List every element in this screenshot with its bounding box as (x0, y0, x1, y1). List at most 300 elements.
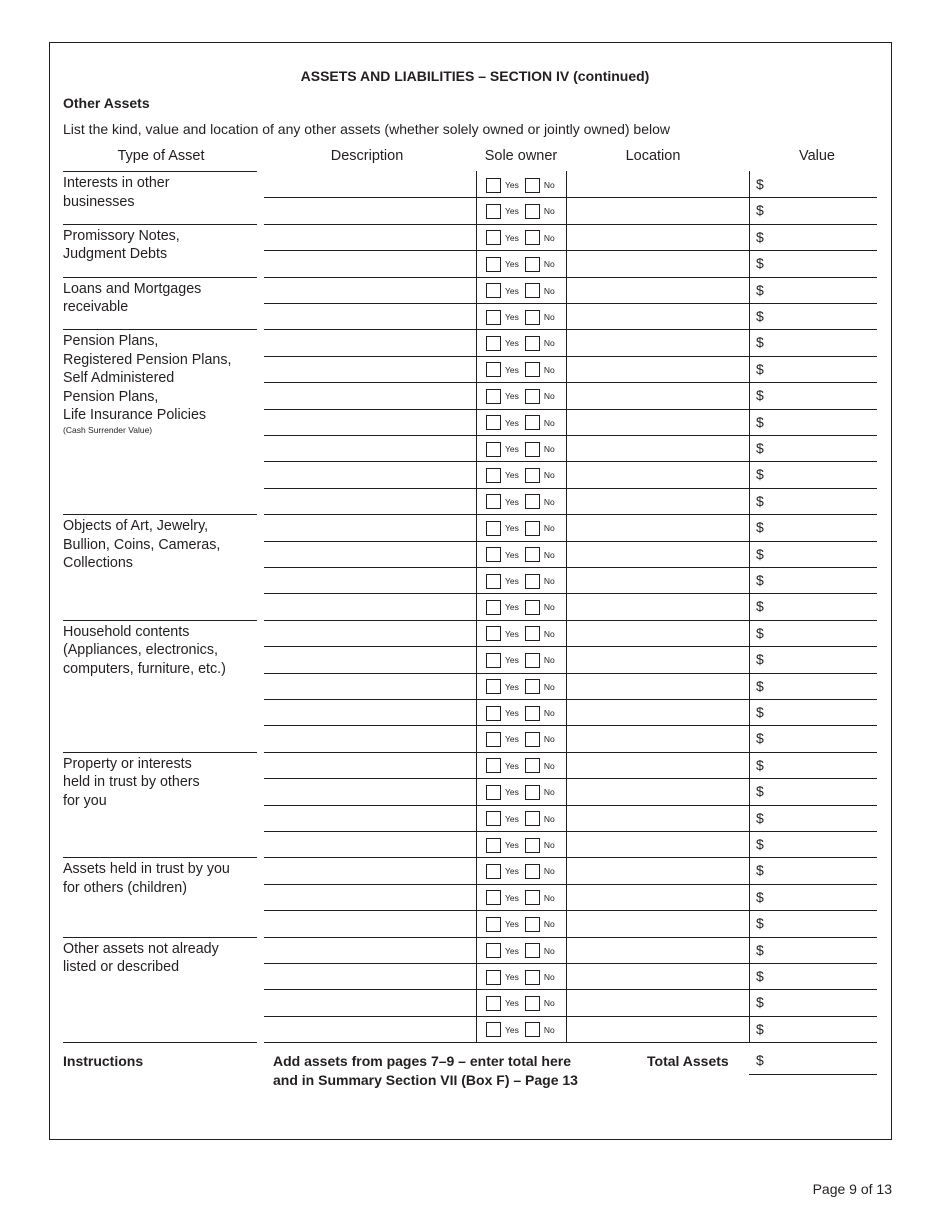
value-field[interactable] (749, 673, 877, 674)
no-label: No (543, 470, 555, 481)
asset-type-label (63, 755, 257, 811)
currency-symbol: $ (756, 941, 764, 958)
no-checkbox[interactable] (525, 574, 540, 589)
sole-owner-checkboxes (486, 652, 561, 668)
value-field[interactable] (749, 303, 877, 304)
value-field[interactable] (749, 805, 877, 806)
yes-checkbox[interactable] (486, 283, 501, 298)
sole-owner-checkboxes (486, 388, 561, 404)
asset-type-line: Other assets not already (63, 940, 219, 957)
value-field[interactable] (749, 1042, 877, 1043)
no-checkbox[interactable] (525, 257, 540, 272)
asset-type-label (63, 623, 257, 679)
no-label: No (543, 206, 555, 217)
no-label: No (543, 1024, 555, 1035)
value-field[interactable] (749, 831, 877, 832)
no-label: No (543, 734, 555, 745)
sole-owner-checkboxes (486, 547, 561, 563)
value-field[interactable] (749, 435, 877, 436)
currency-symbol: $ (756, 730, 764, 747)
description-location-field[interactable] (264, 277, 749, 278)
no-checkbox[interactable] (525, 706, 540, 721)
no-checkbox[interactable] (525, 204, 540, 219)
currency-symbol: $ (756, 836, 764, 852)
asset-type-line: Household contents (63, 623, 190, 640)
no-checkbox[interactable] (525, 943, 540, 958)
no-checkbox[interactable] (525, 442, 540, 457)
value-field[interactable] (749, 857, 877, 858)
yes-label: Yes (505, 523, 519, 534)
no-checkbox[interactable] (525, 917, 540, 932)
currency-symbol: $ (756, 888, 764, 905)
no-checkbox[interactable] (525, 996, 540, 1011)
value-field[interactable] (749, 963, 877, 964)
currency-symbol: $ (756, 440, 764, 456)
no-checkbox[interactable] (525, 468, 540, 483)
asset-type-line: Life Insurance Policies (63, 407, 207, 424)
value-field[interactable] (749, 382, 877, 383)
description-location-field[interactable] (264, 963, 749, 964)
sole-owner-left-border (476, 171, 477, 1042)
sole-owner-checkboxes (486, 626, 561, 642)
no-checkbox[interactable] (525, 970, 540, 985)
yes-label: Yes (505, 1024, 519, 1035)
yes-label: Yes (505, 206, 519, 217)
no-label: No (543, 840, 555, 850)
currency-symbol: $ (756, 202, 764, 219)
yes-checkbox[interactable] (486, 626, 501, 641)
description-location-field[interactable] (264, 409, 749, 410)
currency-symbol: $ (756, 281, 764, 298)
description-location-field[interactable] (264, 910, 749, 911)
no-checkbox[interactable] (525, 336, 540, 351)
description-location-field[interactable] (264, 1042, 749, 1043)
description-location-field[interactable] (264, 514, 749, 515)
no-checkbox[interactable] (525, 521, 540, 536)
yes-checkbox[interactable] (486, 600, 501, 615)
no-checkbox[interactable] (525, 732, 540, 747)
yes-label: Yes (505, 549, 519, 560)
no-checkbox[interactable] (525, 415, 540, 430)
asset-type-line: businesses (63, 193, 135, 210)
no-label: No (543, 391, 555, 402)
asset-type-label (63, 332, 257, 436)
asset-type-line: Registered Pension Plans, (63, 351, 232, 368)
yes-checkbox[interactable] (486, 257, 501, 272)
yes-checkbox[interactable] (486, 574, 501, 589)
no-checkbox[interactable] (525, 785, 540, 800)
sole-owner-checkboxes (486, 494, 561, 510)
sole-owner-checkboxes (486, 758, 561, 774)
currency-symbol: $ (756, 1020, 764, 1037)
yes-label: Yes (505, 312, 519, 322)
description-location-field[interactable] (264, 646, 749, 647)
yes-label: Yes (505, 232, 519, 243)
yes-checkbox[interactable] (486, 653, 501, 668)
description-location-field[interactable] (264, 937, 749, 938)
yes-label: Yes (505, 470, 519, 481)
no-label: No (543, 681, 555, 692)
description-location-field[interactable] (264, 884, 749, 885)
value-field[interactable] (749, 1016, 877, 1017)
value-field[interactable] (749, 488, 877, 489)
header-location: Location (625, 148, 681, 164)
no-checkbox[interactable] (525, 811, 540, 826)
value-field[interactable] (749, 461, 877, 462)
description-location-field[interactable] (264, 620, 749, 621)
no-checkbox[interactable] (525, 178, 540, 193)
no-label: No (543, 760, 555, 771)
header-type-of-asset: Type of Asset (117, 148, 205, 164)
value-field[interactable] (749, 620, 877, 621)
description-location-field[interactable] (264, 699, 749, 700)
asset-type-label (63, 940, 257, 977)
currency-symbol: $ (756, 862, 764, 879)
asset-type-line: Promissory Notes, (63, 227, 180, 244)
sole-owner-checkboxes (486, 203, 561, 219)
no-label: No (543, 549, 555, 560)
no-checkbox[interactable] (525, 494, 540, 509)
currency-symbol: $ (756, 572, 764, 588)
currency-symbol: $ (756, 809, 764, 826)
asset-type-divider (63, 329, 257, 330)
description-location-field[interactable] (264, 593, 749, 594)
sole-owner-checkboxes (486, 890, 561, 906)
description-location-field[interactable] (264, 224, 749, 225)
asset-type-label (63, 227, 257, 264)
yes-label: Yes (505, 180, 519, 190)
sole-owner-checkboxes (486, 283, 561, 299)
yes-checkbox[interactable] (486, 758, 501, 773)
description-location-field[interactable] (264, 303, 749, 304)
yes-checkbox[interactable] (486, 362, 501, 377)
asset-type-line: receivable (63, 299, 129, 316)
value-field[interactable] (749, 224, 877, 225)
no-checkbox[interactable] (525, 1022, 540, 1037)
no-checkbox[interactable] (525, 310, 540, 325)
sole-owner-checkboxes (486, 705, 561, 721)
no-checkbox[interactable] (525, 547, 540, 562)
header-sole-owner: Sole owner (484, 148, 558, 164)
sole-owner-checkboxes (486, 916, 561, 932)
no-label: No (543, 866, 555, 877)
currency-symbol: $ (756, 624, 764, 641)
no-checkbox[interactable] (525, 758, 540, 773)
instruction-line-2: and in Summary Section VII (Box F) – Page 13 (273, 1072, 578, 1088)
description-location-field[interactable] (264, 461, 749, 462)
type-header-underline (63, 171, 257, 172)
yes-checkbox[interactable] (486, 521, 501, 536)
value-field[interactable] (749, 646, 877, 647)
no-label: No (543, 259, 555, 270)
asset-type-line: Assets held in trust by you (63, 861, 230, 878)
sole-owner-checkboxes (486, 362, 561, 378)
value-field[interactable] (749, 910, 877, 911)
no-checkbox[interactable] (525, 653, 540, 668)
yes-checkbox[interactable] (486, 442, 501, 457)
yes-checkbox[interactable] (486, 864, 501, 879)
value-field[interactable] (749, 884, 877, 885)
yes-label: Yes (505, 628, 519, 639)
currency-symbol: $ (756, 360, 764, 377)
value-field[interactable] (749, 409, 877, 410)
currency-symbol: $ (756, 968, 764, 984)
yes-label: Yes (505, 576, 519, 586)
asset-type-label (63, 280, 257, 317)
yes-checkbox[interactable] (486, 811, 501, 826)
yes-label: Yes (505, 945, 519, 956)
value-field[interactable] (749, 699, 877, 700)
sole-owner-checkboxes (486, 520, 561, 536)
no-label: No (543, 496, 555, 507)
instruction-line-1: Add assets from pages 7–9 – enter total here (273, 1053, 571, 1069)
yes-checkbox[interactable] (486, 1022, 501, 1037)
asset-type-line: Loans and Mortgages (63, 280, 202, 297)
no-label: No (543, 523, 555, 534)
sole-owner-checkboxes (486, 415, 561, 431)
description-location-field[interactable] (264, 382, 749, 383)
yes-checkbox[interactable] (486, 732, 501, 747)
asset-type-line: for you (63, 792, 107, 809)
yes-checkbox[interactable] (486, 468, 501, 483)
value-field[interactable] (749, 329, 877, 330)
currency-symbol: $ (756, 651, 764, 668)
yes-checkbox[interactable] (486, 943, 501, 958)
section-title: ASSETS AND LIABILITIES – SECTION IV (continued) (300, 68, 650, 84)
no-checkbox[interactable] (525, 626, 540, 641)
currency-symbol: $ (756, 598, 764, 615)
yes-checkbox[interactable] (486, 890, 501, 905)
description-location-field[interactable] (264, 752, 749, 753)
yes-checkbox[interactable] (486, 415, 501, 430)
header-description: Description (330, 148, 404, 164)
sole-owner-checkboxes (486, 1022, 561, 1038)
no-label: No (543, 576, 555, 586)
no-label: No (543, 338, 555, 349)
yes-checkbox[interactable] (486, 310, 501, 325)
yes-checkbox[interactable] (486, 785, 501, 800)
sole-owner-right-border (566, 171, 567, 1042)
no-label: No (543, 919, 555, 930)
instructions-text (273, 1052, 578, 1090)
yes-label: Yes (505, 655, 519, 666)
currency-symbol: $ (756, 334, 764, 351)
no-label: No (543, 655, 555, 666)
currency-symbol: $ (756, 783, 764, 800)
yes-label: Yes (505, 391, 519, 402)
currency-symbol: $ (756, 915, 764, 932)
value-field[interactable] (749, 541, 877, 542)
yes-label: Yes (505, 866, 519, 877)
description-location-field[interactable] (264, 329, 749, 330)
value-field[interactable] (749, 277, 877, 278)
no-label: No (543, 285, 555, 296)
asset-type-divider (63, 514, 257, 515)
asset-type-label (63, 860, 257, 897)
asset-type-note: (Cash Surrender Value) (63, 424, 153, 435)
sole-owner-checkboxes (486, 943, 561, 959)
asset-type-line: Pension Plans, (63, 333, 159, 350)
asset-type-line: Bullion, Coins, Cameras, (63, 536, 221, 553)
asset-type-divider (63, 857, 257, 858)
currency-symbol: $ (756, 492, 764, 509)
yes-checkbox[interactable] (486, 706, 501, 721)
description-location-field[interactable] (264, 1016, 749, 1017)
yes-label: Yes (505, 840, 519, 850)
no-checkbox[interactable] (525, 283, 540, 298)
sole-owner-checkboxes (486, 679, 561, 695)
currency-symbol: $ (756, 519, 764, 536)
asset-type-line: Pension Plans, (63, 388, 159, 405)
asset-type-label (63, 174, 257, 211)
yes-checkbox[interactable] (486, 336, 501, 351)
asset-type-divider (63, 937, 257, 938)
sole-owner-checkboxes (486, 784, 561, 800)
value-field[interactable] (749, 937, 877, 938)
asset-type-line: computers, furniture, etc.) (63, 660, 226, 677)
no-label: No (543, 602, 555, 613)
no-label: No (543, 312, 555, 322)
yes-checkbox[interactable] (486, 679, 501, 694)
yes-checkbox[interactable] (486, 996, 501, 1011)
currency-symbol: $ (756, 255, 764, 272)
yes-label: Yes (505, 285, 519, 296)
no-label: No (543, 444, 555, 454)
yes-checkbox[interactable] (486, 547, 501, 562)
no-checkbox[interactable] (525, 890, 540, 905)
value-field[interactable] (749, 356, 877, 357)
sole-owner-checkboxes (486, 230, 561, 246)
no-label: No (543, 364, 555, 375)
currency-symbol: $ (756, 176, 764, 192)
description-location-field[interactable] (264, 435, 749, 436)
yes-label: Yes (505, 496, 519, 507)
currency-symbol: $ (756, 994, 764, 1011)
sole-owner-checkboxes (486, 731, 561, 747)
yes-label: Yes (505, 681, 519, 692)
description-location-field[interactable] (264, 567, 749, 568)
description-location-field[interactable] (264, 805, 749, 806)
value-field[interactable] (749, 514, 877, 515)
asset-type-divider (63, 752, 257, 753)
sole-owner-checkboxes (486, 335, 561, 351)
description-location-field[interactable] (264, 725, 749, 726)
description-location-field[interactable] (264, 778, 749, 779)
description-location-field[interactable] (264, 857, 749, 858)
description-location-field[interactable] (264, 356, 749, 357)
description-location-field[interactable] (264, 197, 749, 198)
currency-symbol: $ (756, 413, 764, 430)
yes-checkbox[interactable] (486, 204, 501, 219)
no-label: No (543, 180, 555, 190)
total-assets-field[interactable] (749, 1074, 877, 1075)
yes-label: Yes (505, 602, 519, 613)
currency-symbol: $ (756, 387, 764, 404)
yes-checkbox[interactable] (486, 917, 501, 932)
no-label: No (543, 945, 555, 956)
no-label: No (543, 813, 555, 824)
asset-type-divider (63, 620, 257, 621)
no-checkbox[interactable] (525, 230, 540, 245)
asset-type-line: Interests in other (63, 175, 170, 191)
currency-symbol: $ (756, 677, 764, 694)
value-field[interactable] (749, 725, 877, 726)
asset-type-divider (63, 224, 257, 225)
currency-symbol: $ (756, 704, 764, 720)
sole-owner-checkboxes (486, 863, 561, 879)
subtitle: Other Assets (63, 95, 150, 111)
asset-type-divider (63, 1042, 257, 1043)
asset-type-line: held in trust by others (63, 774, 200, 791)
currency-symbol: $ (756, 545, 764, 562)
description-location-field[interactable] (264, 488, 749, 489)
description-location-field[interactable] (264, 250, 749, 251)
value-field[interactable] (749, 197, 877, 198)
sole-owner-checkboxes (486, 309, 561, 325)
sole-owner-checkboxes (486, 177, 561, 193)
yes-label: Yes (505, 787, 519, 798)
no-checkbox[interactable] (525, 600, 540, 615)
no-label: No (543, 787, 555, 798)
description-location-field[interactable] (264, 831, 749, 832)
yes-label: Yes (505, 998, 519, 1009)
yes-label: Yes (505, 892, 519, 903)
asset-type-line: Property or interests (63, 755, 192, 772)
asset-type-line: Self Administered (63, 370, 175, 387)
asset-type-line: Collections (63, 555, 133, 572)
value-field[interactable] (749, 778, 877, 779)
no-label: No (543, 232, 555, 243)
currency-symbol: $ (756, 466, 764, 483)
value-field[interactable] (749, 752, 877, 753)
yes-checkbox[interactable] (486, 494, 501, 509)
yes-checkbox[interactable] (486, 838, 501, 853)
value-field[interactable] (749, 250, 877, 251)
yes-label: Yes (505, 972, 519, 982)
description-location-field[interactable] (264, 989, 749, 990)
no-label: No (543, 628, 555, 639)
yes-checkbox[interactable] (486, 230, 501, 245)
description-location-field[interactable] (264, 673, 749, 674)
value-left-border (749, 171, 750, 1042)
value-field[interactable] (749, 989, 877, 990)
sole-owner-checkboxes (486, 256, 561, 272)
no-checkbox[interactable] (525, 838, 540, 853)
no-checkbox[interactable] (525, 362, 540, 377)
sole-owner-checkboxes (486, 573, 561, 589)
description-location-field[interactable] (264, 541, 749, 542)
sole-owner-checkboxes (486, 467, 561, 483)
header-value: Value (798, 148, 835, 164)
no-checkbox[interactable] (525, 679, 540, 694)
asset-type-divider (63, 277, 257, 278)
value-field[interactable] (749, 593, 877, 594)
yes-label: Yes (505, 813, 519, 824)
no-checkbox[interactable] (525, 389, 540, 404)
sole-owner-checkboxes (486, 441, 561, 457)
sole-owner-checkboxes (486, 837, 561, 853)
currency-symbol: $ (756, 756, 764, 773)
yes-checkbox[interactable] (486, 389, 501, 404)
page-number: Page 9 of 13 (812, 1181, 892, 1197)
asset-type-label (63, 517, 257, 573)
sole-owner-checkboxes (486, 995, 561, 1011)
yes-checkbox[interactable] (486, 178, 501, 193)
yes-checkbox[interactable] (486, 970, 501, 985)
value-field[interactable] (749, 567, 877, 568)
asset-type-line: for others (children) (63, 879, 187, 896)
no-checkbox[interactable] (525, 864, 540, 879)
